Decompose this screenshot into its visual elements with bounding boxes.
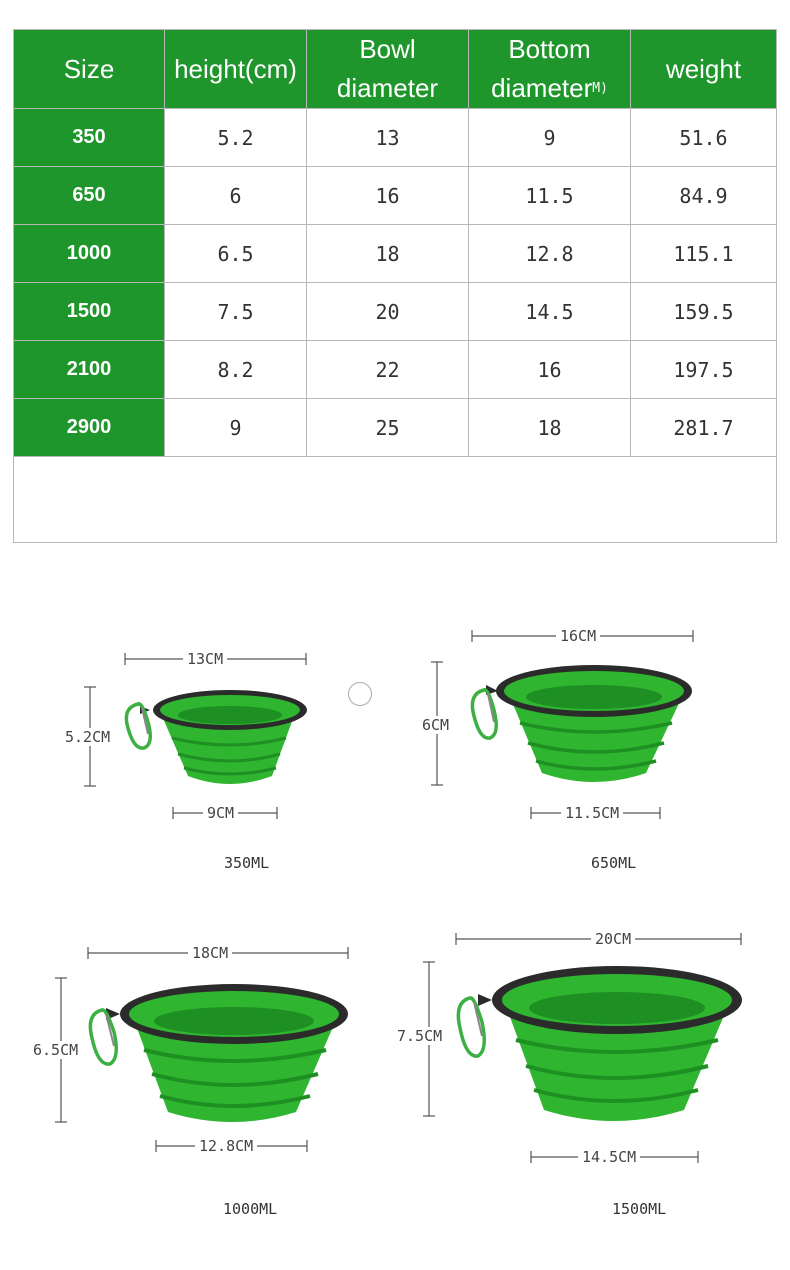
bowl-icon (478, 966, 742, 1121)
bowl-caption: 350ML (224, 854, 270, 872)
bowl-caption: 1500ML (612, 1200, 667, 1218)
carabiner-icon (458, 998, 484, 1056)
header-weight: weight (631, 30, 777, 109)
header-bottom-line2-text: diameter (491, 73, 593, 103)
cell-bottom: 12.8 (469, 225, 631, 283)
cell-size: 2900 (14, 399, 165, 457)
bowl-top-diameter: 18CM (188, 944, 232, 962)
bowl-bottom-diameter: 9CM (203, 804, 238, 822)
cell-bottom: 11.5 (469, 167, 631, 225)
cell-weight: 197.5 (631, 341, 777, 399)
bowl-caption: 1000ML (223, 1200, 278, 1218)
header-height: height(cm) (165, 30, 307, 109)
cell-bowl: 16 (307, 167, 469, 225)
cell-weight: 115.1 (631, 225, 777, 283)
cell-bowl: 20 (307, 283, 469, 341)
cell-size: 2100 (14, 341, 165, 399)
bowl-height: 5.2CM (61, 728, 114, 746)
cell-height: 6.5 (165, 225, 307, 283)
cell-size: 1500 (14, 283, 165, 341)
cell-size: 350 (14, 109, 165, 167)
cell-height: 6 (165, 167, 307, 225)
cell-bowl: 18 (307, 225, 469, 283)
bowl-top-diameter: 20CM (591, 930, 635, 948)
cell-height: 8.2 (165, 341, 307, 399)
cell-weight: 159.5 (631, 283, 777, 341)
header-size: Size (14, 30, 165, 109)
cell-bowl: 22 (307, 341, 469, 399)
cell-weight: 281.7 (631, 399, 777, 457)
cell-bottom: 14.5 (469, 283, 631, 341)
cell-weight: 84.9 (631, 167, 777, 225)
cell-height: 9 (165, 399, 307, 457)
bowl-bottom-diameter: 12.8CM (195, 1137, 257, 1155)
cell-bottom: 16 (469, 341, 631, 399)
bowl-top-diameter: 16CM (556, 627, 600, 645)
bowl-top-diameter: 13CM (183, 650, 227, 668)
bowl-height: 7.5CM (393, 1027, 446, 1045)
bowl-height: 6.5CM (29, 1041, 82, 1059)
cell-bowl: 13 (307, 109, 469, 167)
cell-bottom: 18 (469, 399, 631, 457)
cell-height: 7.5 (165, 283, 307, 341)
cell-height: 5.2 (165, 109, 307, 167)
header-bottom-note: M) (592, 81, 608, 96)
bowl-bottom-diameter: 11.5CM (561, 804, 623, 822)
cell-bowl: 25 (307, 399, 469, 457)
cell-size: 650 (14, 167, 165, 225)
bowl-height: 6CM (418, 716, 453, 734)
header-bowl-line2: diameter (336, 73, 439, 103)
bowl-bottom-diameter: 14.5CM (578, 1148, 640, 1166)
cell-weight: 51.6 (631, 109, 777, 167)
header-bottom-line1: Bottom (508, 34, 591, 64)
cell-bottom: 9 (469, 109, 631, 167)
bowl-caption: 650ML (591, 854, 637, 872)
header-bowl-line1: Bowl (359, 34, 416, 64)
cell-size: 1000 (14, 225, 165, 283)
